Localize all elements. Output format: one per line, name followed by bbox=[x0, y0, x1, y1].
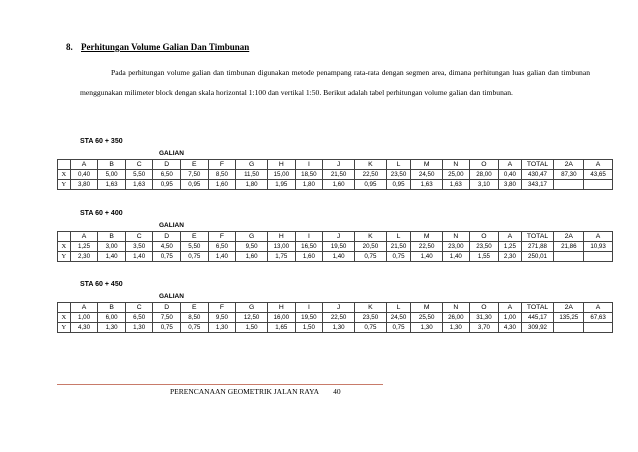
table-header-cell: M bbox=[411, 232, 443, 242]
table-cell: 3,70 bbox=[469, 323, 499, 333]
table-header-cell bbox=[58, 160, 71, 170]
page-footer bbox=[170, 387, 341, 396]
table-header-cell: A bbox=[584, 303, 613, 313]
table-cell: 0,40 bbox=[499, 170, 521, 180]
table-header-cell: D bbox=[153, 160, 181, 170]
table-cell: 13,00 bbox=[268, 242, 296, 252]
table-header-cell bbox=[58, 303, 71, 313]
table-header-row bbox=[58, 303, 613, 313]
table-cell: 445,17 bbox=[521, 313, 554, 323]
table-header-cell: L bbox=[386, 160, 410, 170]
table-cell: 1,30 bbox=[208, 323, 236, 333]
table-cell: 0,95 bbox=[181, 180, 209, 190]
empty-cell bbox=[554, 323, 584, 333]
table-header-cell: G bbox=[236, 232, 268, 242]
table-header-cell: A bbox=[70, 303, 98, 313]
table-cell: 3,80 bbox=[499, 180, 521, 190]
table-cell: 1,00 bbox=[70, 313, 98, 323]
table-cell: 1,25 bbox=[70, 242, 98, 252]
galian-label-2: GALIAN bbox=[159, 222, 184, 229]
table-header-cell: H bbox=[268, 303, 296, 313]
table-cell: 0,95 bbox=[386, 180, 410, 190]
table-header-cell bbox=[58, 232, 71, 242]
volume-table-1 bbox=[57, 159, 613, 190]
table-cell: 22,50 bbox=[411, 242, 443, 252]
table-cell: 23,50 bbox=[469, 242, 499, 252]
table-cell: 0,95 bbox=[153, 180, 181, 190]
table-cell: 22,50 bbox=[323, 313, 355, 323]
table-cell: 3,80 bbox=[70, 180, 98, 190]
table-cell: 6,50 bbox=[153, 170, 181, 180]
table-cell: 11,50 bbox=[236, 170, 268, 180]
empty-cell bbox=[554, 180, 584, 190]
table-cell: 1,55 bbox=[469, 252, 499, 262]
row-label-cell: X bbox=[58, 170, 71, 180]
table-header-cell: O bbox=[469, 303, 499, 313]
table-cell: 1,63 bbox=[98, 180, 126, 190]
table-header-cell: J bbox=[323, 232, 355, 242]
table-cell: 22,50 bbox=[355, 170, 387, 180]
table-cell: 1,30 bbox=[125, 323, 153, 333]
table-header-cell: J bbox=[323, 303, 355, 313]
table-cell: 0,75 bbox=[355, 252, 387, 262]
table-cell: 1,30 bbox=[323, 323, 355, 333]
table-cell: 23,00 bbox=[443, 242, 470, 252]
table-cell: 6,50 bbox=[125, 313, 153, 323]
table-header-cell: F bbox=[208, 160, 236, 170]
table-header-cell: B bbox=[98, 160, 126, 170]
table-cell: 25,50 bbox=[411, 313, 443, 323]
table-header-cell: A bbox=[584, 160, 613, 170]
table-cell: 0,40 bbox=[70, 170, 98, 180]
a-cell: 43,65 bbox=[584, 170, 613, 180]
table-header-cell: 2A bbox=[554, 303, 584, 313]
table-header-cell: K bbox=[355, 303, 387, 313]
table-cell: 24,50 bbox=[411, 170, 443, 180]
table-header-cell: I bbox=[295, 160, 323, 170]
table-header-cell: H bbox=[268, 160, 296, 170]
two-a-cell: 21,86 bbox=[554, 242, 584, 252]
volume-table-3 bbox=[57, 302, 613, 333]
table-cell: 3,00 bbox=[98, 242, 126, 252]
table-cell: 25,00 bbox=[443, 170, 470, 180]
table-cell: 1,30 bbox=[443, 323, 470, 333]
table-cell: 2,30 bbox=[70, 252, 98, 262]
table-header-cell: M bbox=[411, 303, 443, 313]
table-cell: 1,30 bbox=[98, 323, 126, 333]
table-cell: 9,50 bbox=[208, 313, 236, 323]
table-header-cell: B bbox=[98, 303, 126, 313]
empty-cell bbox=[584, 323, 613, 333]
table-cell: 1,80 bbox=[295, 180, 323, 190]
table-header-cell: B bbox=[98, 232, 126, 242]
table-cell: 21,50 bbox=[386, 242, 410, 252]
table-cell: 0,75 bbox=[386, 323, 410, 333]
table-cell: 309,92 bbox=[521, 323, 554, 333]
table-header-cell: G bbox=[236, 160, 268, 170]
table-header-cell: 2A bbox=[554, 232, 584, 242]
table-cell: 1,63 bbox=[411, 180, 443, 190]
section-heading bbox=[66, 42, 249, 52]
a-cell: 67,63 bbox=[584, 313, 613, 323]
a-cell: 10,93 bbox=[584, 242, 613, 252]
table-header-cell: D bbox=[153, 232, 181, 242]
table-cell: 271,88 bbox=[521, 242, 554, 252]
table-header-cell: C bbox=[125, 232, 153, 242]
intro-paragraph bbox=[80, 63, 590, 103]
table-cell: 8,50 bbox=[208, 170, 236, 180]
table-cell: 6,00 bbox=[98, 313, 126, 323]
sta-label-1: STA 60 + 350 bbox=[80, 138, 123, 145]
table-cell: 0,75 bbox=[355, 323, 387, 333]
table-cell: 5,50 bbox=[181, 242, 209, 252]
table-header-cell: A bbox=[499, 160, 521, 170]
table-cell: 19,50 bbox=[295, 313, 323, 323]
footer-divider bbox=[57, 384, 383, 385]
row-label-cell: Y bbox=[58, 180, 71, 190]
table-header-cell: D bbox=[153, 303, 181, 313]
table-cell: 8,50 bbox=[181, 313, 209, 323]
table-cell: 31,30 bbox=[469, 313, 499, 323]
table-header-cell: A bbox=[70, 232, 98, 242]
row-label-cell: Y bbox=[58, 252, 71, 262]
table-cell: 3,10 bbox=[469, 180, 499, 190]
row-label-cell: X bbox=[58, 242, 71, 252]
table-header-cell: O bbox=[469, 160, 499, 170]
table-header-cell: N bbox=[443, 160, 470, 170]
table-cell: 16,00 bbox=[268, 313, 296, 323]
table-header-cell: I bbox=[295, 303, 323, 313]
table-cell: 0,75 bbox=[386, 252, 410, 262]
table-cell: 0,75 bbox=[181, 323, 209, 333]
table-row bbox=[58, 170, 613, 180]
empty-cell bbox=[554, 252, 584, 262]
table-cell: 0,75 bbox=[153, 252, 181, 262]
table-header-row bbox=[58, 160, 613, 170]
table-cell: 21,50 bbox=[323, 170, 355, 180]
table-header-cell: A bbox=[584, 232, 613, 242]
table-cell: 3,50 bbox=[125, 242, 153, 252]
table-cell: 1,40 bbox=[208, 252, 236, 262]
table-header-cell: F bbox=[208, 303, 236, 313]
sta-label-2: STA 60 + 400 bbox=[80, 210, 123, 217]
table-cell: 15,00 bbox=[268, 170, 296, 180]
table-header-cell: K bbox=[355, 160, 387, 170]
empty-cell bbox=[584, 180, 613, 190]
table-cell: 24,50 bbox=[386, 313, 410, 323]
table-cell: 23,50 bbox=[386, 170, 410, 180]
table-cell: 2,30 bbox=[499, 252, 521, 262]
table-cell: 1,50 bbox=[236, 323, 268, 333]
table-cell: 0,95 bbox=[355, 180, 387, 190]
table-cell: 1,00 bbox=[499, 313, 521, 323]
table-header-cell: C bbox=[125, 160, 153, 170]
row-label-cell: X bbox=[58, 313, 71, 323]
table-header-cell: E bbox=[181, 303, 209, 313]
table-cell: 16,50 bbox=[295, 242, 323, 252]
table-cell: 1,30 bbox=[411, 323, 443, 333]
sta-label-3: STA 60 + 450 bbox=[80, 281, 123, 288]
empty-cell bbox=[584, 252, 613, 262]
table-header-cell: N bbox=[443, 303, 470, 313]
table-header-cell: 2A bbox=[554, 160, 584, 170]
table-cell: 1,65 bbox=[268, 323, 296, 333]
two-a-cell: 87,30 bbox=[554, 170, 584, 180]
table-cell: 20,50 bbox=[355, 242, 387, 252]
table-cell: 4,30 bbox=[499, 323, 521, 333]
table-cell: 4,50 bbox=[153, 242, 181, 252]
table-header-cell: M bbox=[411, 160, 443, 170]
table-cell: 1,25 bbox=[499, 242, 521, 252]
table-cell: 1,40 bbox=[323, 252, 355, 262]
table-cell: 1,40 bbox=[98, 252, 126, 262]
table-cell: 28,00 bbox=[469, 170, 499, 180]
table-cell: 12,50 bbox=[236, 313, 268, 323]
table-cell: 1,60 bbox=[208, 180, 236, 190]
table-cell: 0,75 bbox=[153, 323, 181, 333]
table-cell: 0,75 bbox=[181, 252, 209, 262]
table-header-row bbox=[58, 232, 613, 242]
table-cell: 5,00 bbox=[98, 170, 126, 180]
table-cell: 7,50 bbox=[181, 170, 209, 180]
table-cell: 1,95 bbox=[268, 180, 296, 190]
table-header-cell: I bbox=[295, 232, 323, 242]
galian-label-1: GALIAN bbox=[159, 150, 184, 157]
galian-label-3: GALIAN bbox=[159, 293, 184, 300]
table-cell: 430,47 bbox=[521, 170, 554, 180]
table-cell: 1,60 bbox=[295, 252, 323, 262]
table-header-cell: E bbox=[181, 232, 209, 242]
table-header-cell: A bbox=[499, 303, 521, 313]
table-header-cell: C bbox=[125, 303, 153, 313]
table-cell: 250,01 bbox=[521, 252, 554, 262]
table-header-cell: TOTAL bbox=[521, 232, 554, 242]
table-cell: 1,60 bbox=[236, 252, 268, 262]
table-header-cell: N bbox=[443, 232, 470, 242]
table-header-cell: TOTAL bbox=[521, 160, 554, 170]
table-cell: 18,50 bbox=[295, 170, 323, 180]
table-header-cell: F bbox=[208, 232, 236, 242]
table-header-cell: A bbox=[499, 232, 521, 242]
table-cell: 1,40 bbox=[125, 252, 153, 262]
table-cell: 1,40 bbox=[411, 252, 443, 262]
section-title: Perhitungan Volume Galian Dan Timbunan bbox=[81, 42, 250, 52]
table-header-cell: L bbox=[386, 232, 410, 242]
section-number: 8. bbox=[66, 42, 73, 52]
table-row bbox=[58, 252, 613, 262]
table-cell: 1,60 bbox=[323, 180, 355, 190]
table-row bbox=[58, 313, 613, 323]
table-row bbox=[58, 242, 613, 252]
table-header-cell: G bbox=[236, 303, 268, 313]
page-number: 40 bbox=[333, 387, 341, 396]
table-cell: 1,63 bbox=[443, 180, 470, 190]
volume-table-2 bbox=[57, 231, 613, 262]
table-cell: 1,50 bbox=[295, 323, 323, 333]
table-header-cell: TOTAL bbox=[521, 303, 554, 313]
table-cell: 1,80 bbox=[236, 180, 268, 190]
table-row bbox=[58, 323, 613, 333]
two-a-cell: 135,25 bbox=[554, 313, 584, 323]
table-cell: 4,30 bbox=[70, 323, 98, 333]
table-cell: 9,50 bbox=[236, 242, 268, 252]
table-header-cell: L bbox=[386, 303, 410, 313]
table-cell: 19,50 bbox=[323, 242, 355, 252]
table-header-cell: A bbox=[70, 160, 98, 170]
table-header-cell: E bbox=[181, 160, 209, 170]
table-header-cell: J bbox=[323, 160, 355, 170]
footer-title: PERENCANAAN GEOMETRIK JALAN RAYA bbox=[170, 387, 320, 396]
table-cell: 23,50 bbox=[355, 313, 387, 323]
table-cell: 343,17 bbox=[521, 180, 554, 190]
table-cell: 5,50 bbox=[125, 170, 153, 180]
table-row bbox=[58, 180, 613, 190]
table-cell: 1,63 bbox=[125, 180, 153, 190]
table-cell: 1,75 bbox=[268, 252, 296, 262]
table-cell: 6,50 bbox=[208, 242, 236, 252]
table-header-cell: H bbox=[268, 232, 296, 242]
row-label-cell: Y bbox=[58, 323, 71, 333]
table-cell: 7,50 bbox=[153, 313, 181, 323]
paragraph-text: Pada perhitungan volume galian dan timbunan digunakan metode penampang rata-rata dengan segmen area, dimana perhitungan luas galian dan timbunan menggunakan milimeter block dengan skala horizontal 1:100 dan vertikal 1:50. Berikut adalah tabel perhitungan volume galian dan timbunan. bbox=[80, 68, 590, 97]
table-cell: 26,00 bbox=[443, 313, 470, 323]
table-header-cell: O bbox=[469, 232, 499, 242]
table-header-cell: K bbox=[355, 232, 387, 242]
table-cell: 1,40 bbox=[443, 252, 470, 262]
